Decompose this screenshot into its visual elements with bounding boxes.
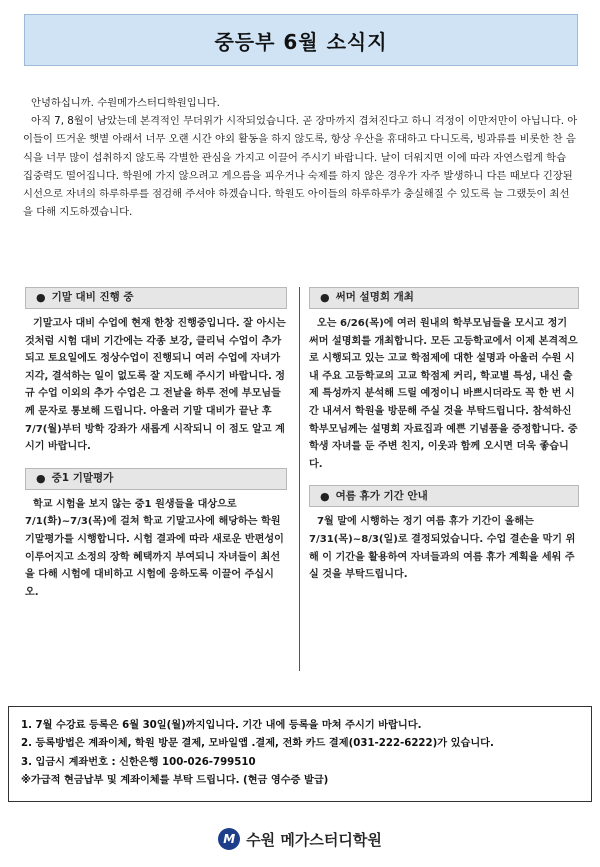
bullet-icon: ●	[36, 291, 46, 305]
section-header-summer-info	[309, 287, 579, 309]
notice-line-4: ※가급적 현금납부 및 계좌이체를 부탁 드립니다. (현금 영수증 발급)	[21, 775, 329, 787]
bullet-icon: ●	[320, 489, 330, 503]
section-title-exam-prep: 기말 대비 진행 중	[51, 291, 134, 304]
section-title-grade1: 중1 기말평가	[51, 471, 114, 484]
column-divider	[299, 287, 300, 671]
newsletter-title-banner	[24, 14, 578, 66]
intro-letter	[23, 94, 578, 221]
intro-body: 아직 7, 8월이 남았는데 본격적인 무더위가 시작되었습니다. 곧 장마까지 겹쳐진다고 하니 걱정이 이만저만이 아닙니다. 아이들이 뜨거운 햇볕 아래서 너무 오랜 시간 야외 활동을 하지 않도록, 항상 우산을 휴대하고 다니도록, 빙과류를 비롯한 찬 음식을 너무 많이 섭취하지 않도록 각별한 관심을 가지고 이끌어 주시기 바랍니다. 날이 더워지면 이에 따라 자연스럽게 학습 집중력도 떨어집니다. 학원에 가지 않으려고 게으름을 피우거나 숙제를 하지 않은 경우가 자주 발생하니 다른 때보다 긴장된 시선으로 자녀의 하루하루를 점검해 주셔야 하겠습니다. 학원도 아이들의 하루하루가 충실해질 수 있도록 늘 그랬듯이 최선을 다해 지도하겠습니다.	[23, 115, 578, 219]
section-body-exam-prep: 기말고사 대비 수업에 현재 한창 진행중입니다. 잘 아시는 것처럼 시험 대비 기간에는 각종 보강, 클리닉 수업이 추가되고 토요일에도 정상수업이 진행되니 여러 수업에 자녀가 지각, 결석하는 일이 없도록 잘 지도해 주시기 바랍니다. 정규 수업 이외의 추가 수업은 그 전날을 하루 전에 부모님들께 문자로 통보해 드립니다. 아울러 기말 대비가 끝난 후 7/7(월)부터 방학 강좌가 새롭게 시작되니 이 점도 알고 계시기 바랍니다.	[25, 318, 286, 453]
right-column	[309, 287, 579, 584]
newsletter-title: 중등부 6월 소식지	[214, 29, 388, 54]
section-body-grade1: 학교 시험을 보지 않는 중1 원생들을 대상으로 7/1(화)~7/3(목)에 걸쳐 학교 기말고사에 해당하는 학원 기말평가를 시행합니다. 시험 결과에 따라 새로운 반편성이 이루어지고 소정의 장학 혜택까지 부여되니 자녀들이 최선을 다해 시험에 대비하고 시험에 응하도록 이끌어 주십시오.	[25, 498, 284, 598]
section-header-grade1	[25, 468, 287, 490]
tuition-notice-box	[8, 706, 592, 802]
academy-footer	[0, 824, 600, 854]
section-header-exam-prep	[25, 287, 287, 309]
section-header-summer-break	[309, 485, 579, 507]
bullet-icon: ●	[320, 291, 330, 305]
academy-logo-icon: M	[218, 828, 240, 850]
section-title-summer-info: 써머 설명회 개최	[335, 291, 414, 304]
academy-name: 수원 메가스터디학원	[246, 830, 382, 849]
section-body-summer-break: 7월 말에 시행하는 정기 여름 휴가 기간이 올해는 7/31(목)~8/3(일)로 결정되었습니다. 수업 결손을 막기 위해 이 기간을 활용하여 자녀들과의 여름 휴가 계획을 세워 주실 것을 부탁드립니다.	[309, 516, 576, 581]
intro-greeting: 안녕하십니까. 수원메가스터디학원입니다.	[31, 97, 220, 109]
section-title-summer-break: 여름 휴가 기간 안내	[335, 489, 428, 502]
left-column	[25, 287, 287, 601]
notice-line-2: 2. 등록방법은 계좌이체, 학원 방문 결제, 모바일앱 .결제, 전화 카드 결제(031-222-6222)가 있습니다.	[21, 738, 494, 750]
section-body-summer-info: 오는 6/26(목)에 여러 원내의 학부모님들을 모시고 정기 써머 설명회를 개최합니다. 모든 고등학교에서 이제 본격적으로 시행되고 있는 고교 학점제에 대한 설명과 아울러 수원 시내 주요 고등학교의 고교 학점제 커리, 학교별 특성, 내신 출제 특성까지 분석해 드릴 예정이니 바쁘시더라도 꼭 한 번 시간 내셔서 학원을 방문해 주실 것을 부탁드립니다. 참석하신 학부모님께는 설명회 자료집과 예쁜 기념품을 증정합니다. 중학생 자녀를 둔 주변 친지, 이웃과 함께 오시면 더욱 좋습니다.	[309, 318, 578, 470]
notice-line-1: 1. 7월 수강료 등록은 6월 30일(월)까지입니다. 기간 내에 등록을 마쳐 주시기 바랍니다.	[21, 720, 422, 731]
bullet-icon: ●	[36, 471, 46, 485]
notice-line-3: 3. 입금시 계좌번호 : 신한은행 100-026-799510	[21, 756, 256, 768]
